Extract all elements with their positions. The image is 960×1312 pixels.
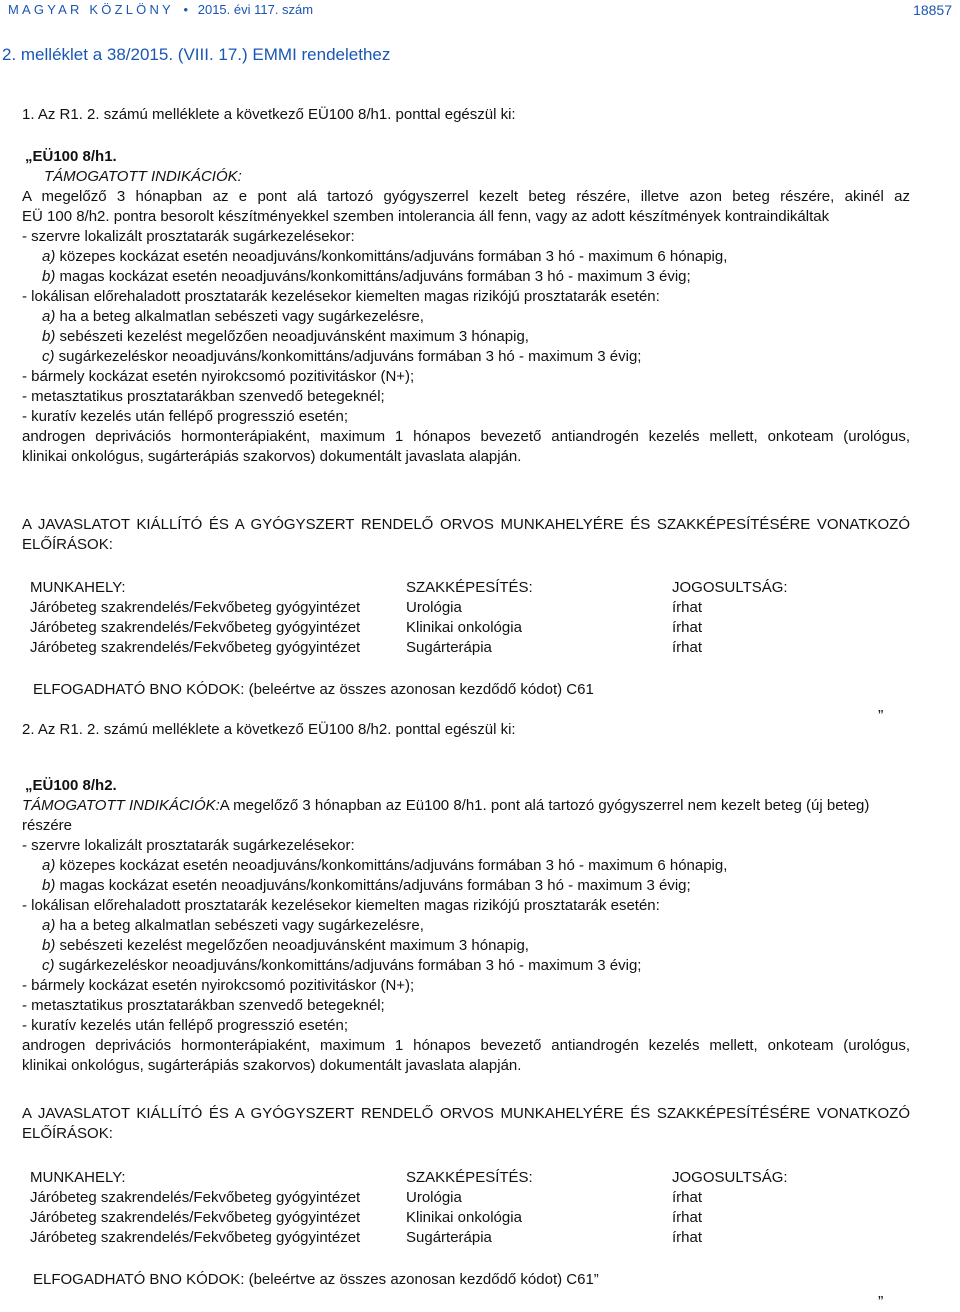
section2-tail-5: klinikai onkológus, sugárterápiás szakorvos) dokumentált javaslata alapján. [22,1057,522,1074]
section2-bno: ELFOGADHATÓ BNO KÓDOK: (beleértve az összes azonosan kezdődő kódot) C61” [33,1271,599,1288]
section2-sub-line: - szervre lokalizált prosztatarák sugárkezelésekor: [22,837,355,854]
cell-workplace: Járóbeteg szakrendelés/Fekvőbeteg gyógyintézet [30,1229,361,1246]
running-header [8,2,313,17]
section2-code: „EÜ100 8/h2. [25,777,117,794]
section1-line-3: - szervre lokalizált prosztatarák sugárkezelésekor: [22,228,355,245]
section2-tail-4: androgen deprivációs hormonterápiaként, maximum 1 hónapos bevezető antiandrogén kezelés mellett, onkoteam (urológus, [22,1037,910,1054]
section1-item-b2 [22,327,910,347]
item-text: magas kockázat esetén neoadjuváns/konkomittáns/adjuváns formában 3 hó - maximum 3 évig; [55,268,691,285]
item-mark: c) [42,348,55,365]
section1-code: „EÜ100 8/h1. [25,148,117,165]
table-row [30,638,822,658]
section1-close-quote: ” [878,708,884,725]
section1-indication-label: TÁMOGATOTT INDIKÁCIÓK: [44,168,242,185]
cell-specialty: Urológia [406,1189,462,1206]
col-header: MUNKAHELY: [30,579,126,596]
item-text: ha a beteg alkalmatlan sebészeti vagy sugárkezelésre, [55,308,424,325]
cell-right: írhat [672,599,703,616]
col-header: JOGOSULTSÁG: [672,1169,788,1186]
section2-close-quote: ” [878,1294,884,1311]
header-bullet: • [183,2,189,17]
section2-item-a2 [22,876,910,896]
col-header: MUNKAHELY: [30,1169,126,1186]
section2-rx-heading [22,1104,910,1144]
section1-item-b3 [22,347,910,367]
item-text: közepes kockázat esetén neoadjuváns/konkomittáns/adjuváns formában 3 hó - maximum 6 hónapig, [55,248,728,265]
rx-heading-line1: A JAVASLATOT KIÁLLÍTÓ ÉS A GYÓGYSZERT RENDELŐ ORVOS MUNKAHELYÉRE ÉS SZAKKÉPESÍTÉSÉRE VONATKOZÓ [22,516,910,533]
section1-local-line: - lokálisan előrehaladott prosztatarák kezelésekor kiemelten magas rizikójú prosztatarák esetén: [22,288,660,305]
table-row [30,1188,822,1208]
section2-indication-cont: részére [22,817,73,834]
table-header-row [30,578,822,598]
item-text: sugárkezeléskor neoadjuváns/konkomittáns/adjuváns formában 3 hó - maximum 3 évig; [54,957,642,974]
cell-workplace: Járóbeteg szakrendelés/Fekvőbeteg gyógyintézet [30,599,361,616]
issue-number: 2015. évi 117. szám [197,2,314,17]
section2-tail-3: - kuratív kezelés után fellépő progresszió esetén; [22,1017,349,1034]
table-row [30,618,822,638]
item-text: közepes kockázat esetén neoadjuváns/konkomittáns/adjuváns formában 3 hó - maximum 6 hónapig, [55,857,728,874]
section2-tail-1: - bármely kockázat esetén nyirokcsomó pozitivitáskor (N+); [22,977,415,994]
item-text: sebészeti kezelést megelőzően neoadjuvánsként maximum 3 hónapig, [55,937,529,954]
section1-tail-1: - bármely kockázat esetén nyirokcsomó pozitivitáskor (N+); [22,368,415,385]
cell-right: írhat [672,639,703,656]
cell-workplace: Járóbeteg szakrendelés/Fekvőbeteg gyógyintézet [30,1209,361,1226]
table-row [30,1228,822,1248]
section1-tail-4: androgen deprivációs hormonterápiaként, maximum 1 hónapos bevezető antiandrogén kezelés mellett, onkoteam (urológus, [22,428,910,445]
section1-body [22,147,910,467]
section1-tail-3: - kuratív kezelés után fellépő progresszió esetén; [22,408,349,425]
cell-workplace: Járóbeteg szakrendelés/Fekvőbeteg gyógyintézet [30,639,361,656]
item-mark: b) [42,937,56,954]
section2-body [22,776,910,1076]
section2-item-a1 [22,856,910,876]
section2-item-b2 [22,936,910,956]
journal-name: MAGYAR KÖZLÖNY [8,2,174,17]
cell-right: írhat [672,1209,703,1226]
section1-bno: ELFOGADHATÓ BNO KÓDOK: (beleértve az összes azonosan kezdődő kódot) C61 [33,681,594,698]
rx-heading-line2: ELŐÍRÁSOK: [22,536,113,553]
cell-workplace: Járóbeteg szakrendelés/Fekvőbeteg gyógyintézet [30,619,361,636]
item-mark: c) [42,957,55,974]
cell-right: írhat [672,1229,703,1246]
section2-item-b1 [22,916,910,936]
item-mark: a) [42,308,56,325]
cell-specialty: Sugárterápia [406,639,492,656]
indication-text: A megelőző 3 hónapban az Eü100 8/h1. pont alá tartozó gyógyszerrel nem kezelt beteg (új beteg) [219,797,870,814]
annex-title: 2. melléklet a 38/2015. (VIII. 17.) EMMI rendelethez [2,45,391,64]
item-text: ha a beteg alkalmatlan sebészeti vagy sugárkezelésre, [55,917,424,934]
section1-item-a1 [22,247,910,267]
section1-intro: 1. Az R1. 2. számú melléklete a következő EÜ100 8/h1. ponttal egészül ki: [22,106,516,123]
indication-label: TÁMOGATOTT INDIKÁCIÓK: [22,797,220,814]
section1-item-b1 [22,307,910,327]
table-row [30,1208,822,1228]
table-row [30,598,822,618]
table-header-row [30,1168,822,1188]
section2-item-b3 [22,956,910,976]
section2-prescriber-table [30,1168,822,1248]
page-number: 18857 [913,2,952,18]
item-text: sebészeti kezelést megelőzően neoadjuvánsként maximum 3 hónapig, [55,328,529,345]
section1-tail-2: - metasztatikus prosztatarákban szenvedő betegeknél; [22,388,385,405]
section1-tail-5: klinikai onkológus, sugárterápiás szakorvos) dokumentált javaslata alapján. [22,448,522,465]
item-mark: b) [42,268,56,285]
section2-indication [22,796,910,816]
item-text: magas kockázat esetén neoadjuváns/konkomittáns/adjuváns formában 3 hó - maximum 3 évig; [55,877,691,894]
cell-workplace: Járóbeteg szakrendelés/Fekvőbeteg gyógyintézet [30,1189,361,1206]
rx-heading-line2: ELŐÍRÁSOK: [22,1125,113,1142]
cell-right: írhat [672,1189,703,1206]
col-header: JOGOSULTSÁG: [672,579,788,596]
section1-item-a2 [22,267,910,287]
cell-specialty: Klinikai onkológia [406,1209,522,1226]
rx-heading-line1: A JAVASLATOT KIÁLLÍTÓ ÉS A GYÓGYSZERT RENDELŐ ORVOS MUNKAHELYÉRE ÉS SZAKKÉPESÍTÉSÉRE VONATKOZÓ [22,1105,910,1122]
section1-rx-heading [22,515,910,555]
item-mark: a) [42,248,56,265]
item-mark: a) [42,857,56,874]
cell-right: írhat [672,619,703,636]
col-header: SZAKKÉPESÍTÉS: [406,1169,533,1186]
col-header: SZAKKÉPESÍTÉS: [406,579,533,596]
section2-local-line: - lokálisan előrehaladott prosztatarák kezelésekor kiemelten magas rizikójú prosztatarák esetén: [22,897,660,914]
section2-intro: 2. Az R1. 2. számú melléklete a következő EÜ100 8/h2. ponttal egészül ki: [22,721,516,738]
cell-specialty: Sugárterápia [406,1229,492,1246]
item-mark: b) [42,877,56,894]
cell-specialty: Klinikai onkológia [406,619,522,636]
section2-tail-2: - metasztatikus prosztatarákban szenvedő betegeknél; [22,997,385,1014]
cell-specialty: Urológia [406,599,462,616]
item-text: sugárkezeléskor neoadjuváns/konkomittáns/adjuváns formában 3 hó - maximum 3 évig; [54,348,642,365]
item-mark: a) [42,917,56,934]
section1-line-2: EÜ 100 8/h2. pontra besorolt készítményekkel szemben intolerancia áll fenn, vagy az adott készítmények kontraindikáltak [22,208,830,225]
section1-line-1: A megelőző 3 hónapban az e pont alá tartozó gyógyszerrel kezelt beteg részére, illetve azon beteg részére, akinél az [22,188,910,205]
item-mark: b) [42,328,56,345]
section1-prescriber-table [30,578,822,658]
